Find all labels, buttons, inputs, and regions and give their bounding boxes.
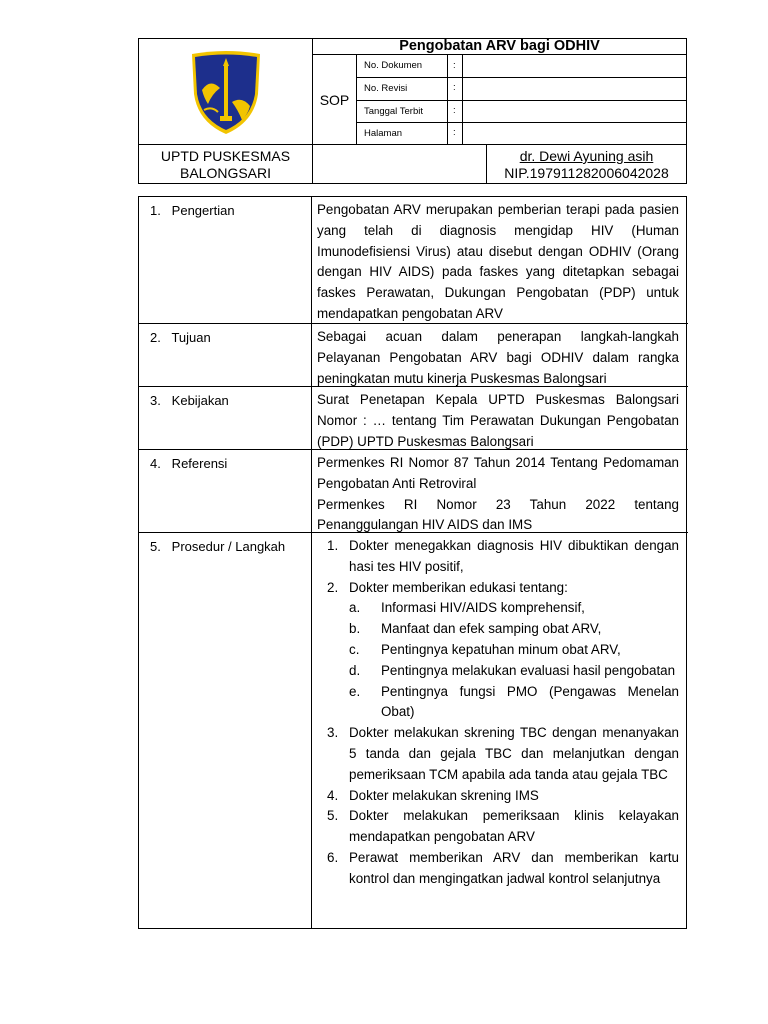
step-item: [317, 536, 679, 578]
field-no-revisi: [357, 77, 686, 101]
row-label: 4. Referensi: [150, 456, 228, 471]
step-text: Dokter melakukan skrening TBC dengan menanyakan 5 tanda dan gejala TBC dan melanjutkan dengan pemeriksaan TCM apabila ada tanda atau gejala TBC: [349, 725, 679, 782]
row-text: [317, 453, 679, 536]
sop-title: Pengobatan ARV bagi ODHIV: [399, 38, 600, 54]
substep-text: Pentingnya fungsi PMO (Pengawas Menelan Obat): [381, 683, 679, 720]
org-name: UPTD PUSKESMAS: [160, 148, 291, 164]
org-location: BALONGSARI: [179, 165, 272, 181]
row-label: 1. Pengertian: [150, 203, 235, 218]
step-text: Dokter memberikan edukasi tentang:: [349, 579, 568, 595]
field-label: No. Dokumen: [364, 60, 423, 71]
substep-item: [349, 682, 679, 724]
row-prosedur: [139, 533, 688, 928]
logo-cell: [139, 39, 313, 145]
step-number: 5.: [327, 808, 339, 824]
org-cell: [139, 145, 313, 183]
sop-title-cell: [313, 39, 686, 55]
substep-letter: a.: [349, 600, 361, 616]
doc-fields: [357, 55, 686, 145]
substep-item: [349, 598, 679, 619]
step-item: [317, 806, 679, 848]
step-item: [317, 723, 679, 785]
field-value: [462, 55, 463, 77]
sop-header-table: [138, 38, 687, 184]
substep-text: Pentingnya kepatuhan minum obat ARV,: [381, 641, 621, 657]
sop-content-table: [138, 196, 687, 929]
step-number: 3.: [327, 725, 339, 741]
substep-letter: e.: [349, 683, 361, 699]
field-sep: :: [447, 100, 456, 122]
field-no-dokumen: [357, 55, 686, 78]
step-item: [317, 848, 679, 890]
surabaya-emblem-icon: [186, 50, 266, 136]
field-tanggal-terbit: [357, 100, 686, 123]
step-text: Dokter menegakkan diagnosis HIV dibuktikan dengan hasi tes HIV positif,: [349, 538, 679, 574]
step-text: Dokter melakukan pemeriksaan klinis kelayakan mendapatkan pengobatan ARV: [349, 808, 679, 845]
step-item: [317, 786, 679, 807]
row-tujuan: [139, 324, 688, 387]
row-pengertian: [139, 197, 688, 324]
step-text: Dokter melakukan skrening IMS: [349, 787, 539, 803]
step-number: 2.: [327, 579, 339, 595]
substep-letter: c.: [349, 641, 360, 657]
signer-name: dr. Dewi Ayuning asih: [519, 148, 654, 164]
row-label: 3. Kebijakan: [150, 393, 229, 408]
field-label: Tanggal Terbit: [364, 106, 423, 117]
sop-label-cell: [313, 55, 357, 145]
substep-text: Pentingnya melakukan evaluasi hasil pengobatan: [381, 662, 676, 678]
field-label: No. Revisi: [364, 83, 408, 94]
field-sep: :: [447, 55, 456, 77]
field-value: [462, 100, 463, 122]
row-referensi: [139, 450, 688, 533]
step-item: [317, 578, 679, 724]
substep-item: [349, 661, 679, 682]
procedure-steps: [317, 536, 679, 890]
field-sep: :: [447, 77, 456, 100]
field-label: Halaman: [364, 128, 403, 139]
sop-label: SOP: [319, 92, 350, 108]
row-text: Sebagai acuan dalam penerapan langkah-langkah Pelayanan Pengobatan ARV bagi ODHIV dalam rangka peningkatan mutu kinerja Puskesmas Balongsari: [317, 329, 679, 386]
reference-2: Permenkes RI Nomor 23 Tahun 2022 tentang Penanggulangan HIV AIDS dan IMS: [317, 496, 679, 533]
field-value: [462, 122, 463, 144]
substep-item: [349, 640, 679, 661]
substep-letter: b.: [349, 621, 361, 637]
step-text: Perawat memberikan ARV dan memberikan kartu kontrol dan mengingatkan jadwal kontrol selanjutnya: [349, 849, 679, 886]
field-value: [462, 77, 463, 100]
signer-cell: [487, 145, 686, 183]
reference-1: Permenkes RI Nomor 87 Tahun 2014 Tentang Pedomaman Pengobatan Anti Retroviral: [317, 455, 679, 491]
field-sep: :: [447, 122, 456, 144]
substep-text: Manfaat dan efek samping obat ARV,: [381, 621, 602, 637]
row-text: Pengobatan ARV merupakan pemberian terapi pada pasien yang telah di diagnosis mengidap HIV (Human Imunodefisiensi Virus) atau disebut dengan ODHIV (Orang dengan HIV AIDS) pada faskes yang ditetapkan sebagai faskes Perawatan, Dukungan Pengobatan (PDP) untuk mendapatkan pengobatan ARV: [317, 202, 679, 321]
row-label: 2. Tujuan: [150, 330, 211, 345]
substep-text: Informasi HIV/AIDS komprehensif,: [381, 600, 585, 616]
substep-item: [349, 619, 679, 640]
step-number: 6.: [327, 849, 339, 865]
field-halaman: [357, 122, 686, 144]
substep-letter: d.: [349, 662, 361, 678]
row-text: Surat Penetapan Kepala UPTD Puskesmas Balongsari Nomor : … tentang Tim Perawatan Dukungan Pengobatan (PDP) UPTD Puskesmas Balongsari: [317, 392, 679, 449]
row-label: 5. Prosedur / Langkah: [150, 539, 286, 554]
blank-cell: [313, 145, 487, 183]
signer-nip: NIP.197911282006042028: [504, 165, 669, 181]
row-kebijakan: [139, 387, 688, 450]
step-number: 4.: [327, 787, 339, 803]
step-number: 1.: [327, 538, 339, 553]
